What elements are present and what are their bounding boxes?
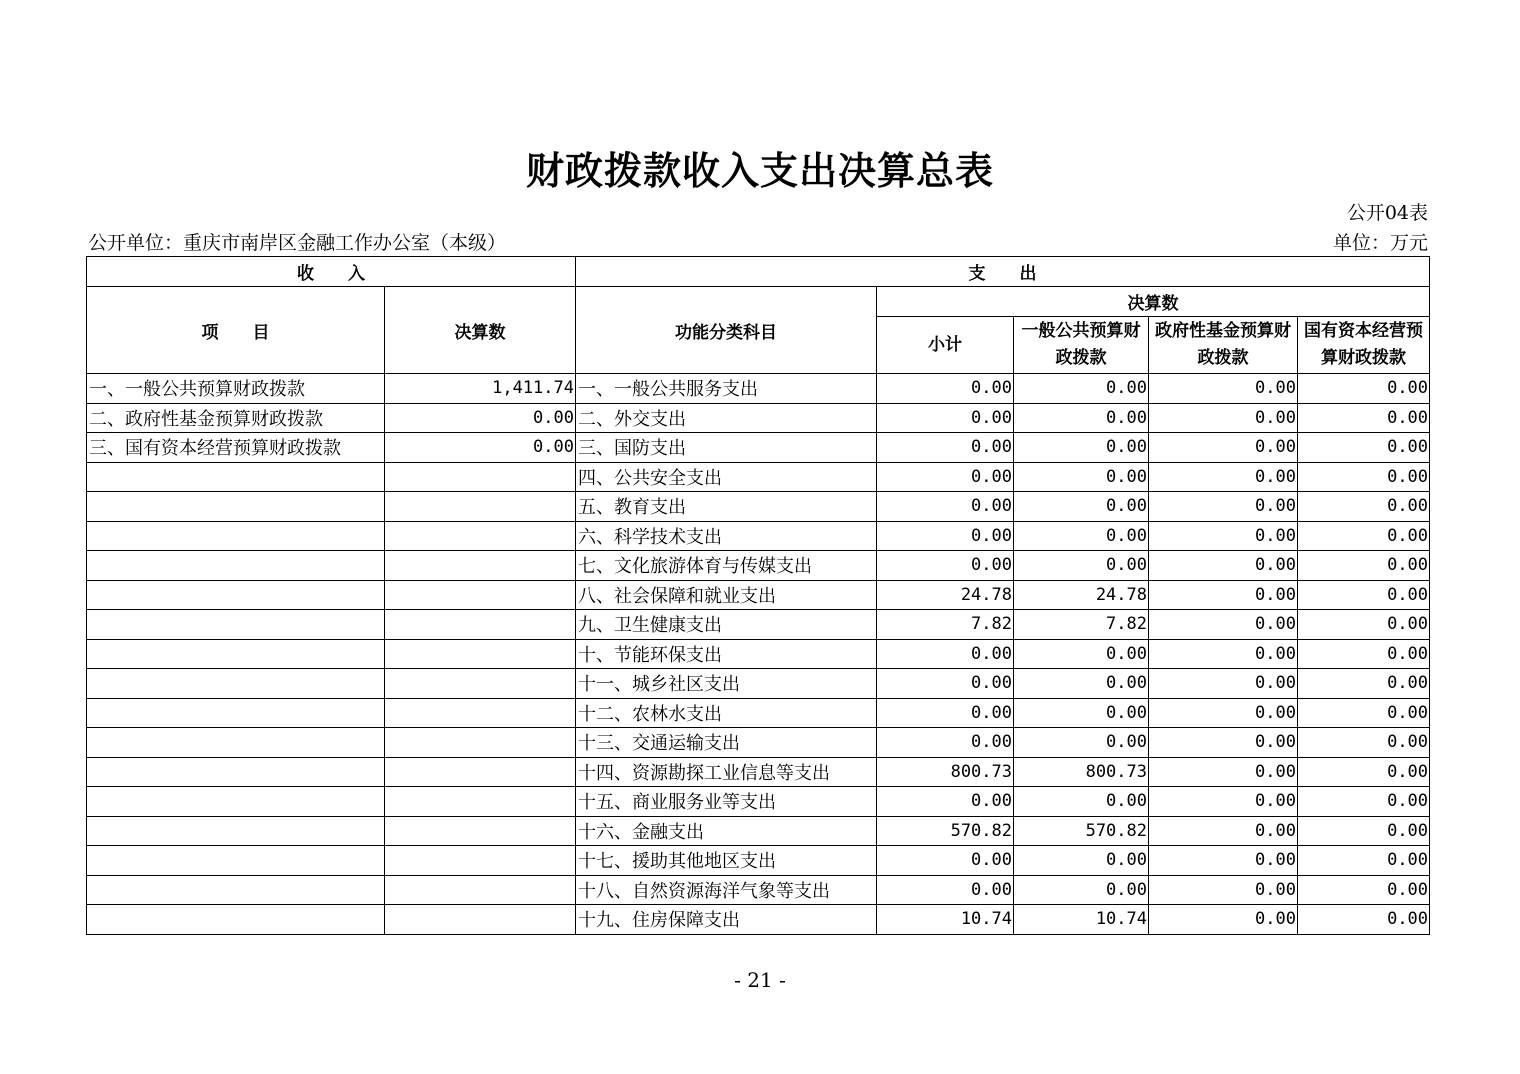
expense-item: 三、国防支出: [576, 433, 877, 463]
income-item: [87, 816, 385, 846]
form-number: 公开04表: [1346, 202, 1428, 224]
table-row: [87, 669, 1430, 699]
income-item: [87, 551, 385, 581]
table-row: [87, 492, 1430, 522]
expense-subtotal: 0.00: [877, 374, 1014, 404]
expense-general-budget: 800.73: [1014, 757, 1149, 787]
income-amount: 0.00: [385, 403, 576, 433]
reporting-unit: 公开单位：重庆市南岸区金融工作办公室（本级）: [88, 232, 507, 254]
income-amount: [385, 905, 576, 935]
expense-subtotal: 0.00: [877, 698, 1014, 728]
income-amount: [385, 462, 576, 492]
income-amount: [385, 551, 576, 581]
expense-subtotal: 0.00: [877, 669, 1014, 699]
expense-state-capital: 0.00: [1298, 698, 1430, 728]
expense-general-budget: 0.00: [1014, 698, 1149, 728]
expense-gov-fund: 0.00: [1149, 816, 1298, 846]
budget-summary-table: [86, 256, 1430, 935]
table-row: [87, 374, 1430, 404]
table-row: [87, 580, 1430, 610]
function-class-header: 功能分类科目: [576, 287, 877, 374]
expense-gov-fund: 0.00: [1149, 492, 1298, 522]
gov-fund-header: 政府性基金预算财政拨款: [1149, 317, 1298, 374]
expense-general-budget: 0.00: [1014, 639, 1149, 669]
income-item: [87, 757, 385, 787]
expense-gov-fund: 0.00: [1149, 580, 1298, 610]
income-item: 三、国有资本经营预算财政拨款: [87, 433, 385, 463]
expense-state-capital: 0.00: [1298, 610, 1430, 640]
income-amount: [385, 698, 576, 728]
expense-subtotal: 0.00: [877, 875, 1014, 905]
income-amount: [385, 639, 576, 669]
expense-general-budget: 0.00: [1014, 521, 1149, 551]
expense-item: 十三、交通运输支出: [576, 728, 877, 758]
subtotal-header: 小计: [877, 317, 1014, 374]
expense-subtotal: 10.74: [877, 905, 1014, 935]
expense-header: 支 出: [576, 257, 1430, 287]
expense-subtotal: 0.00: [877, 639, 1014, 669]
general-budget-header: 一般公共预算财政拨款: [1014, 317, 1149, 374]
expense-item: 二、外交支出: [576, 403, 877, 433]
expense-state-capital: 0.00: [1298, 462, 1430, 492]
table-row: [87, 639, 1430, 669]
expense-general-budget: 570.82: [1014, 816, 1149, 846]
expense-general-budget: 0.00: [1014, 669, 1149, 699]
expense-item: 八、社会保障和就业支出: [576, 580, 877, 610]
expense-state-capital: 0.00: [1298, 905, 1430, 935]
expense-gov-fund: 0.00: [1149, 433, 1298, 463]
income-item: [87, 846, 385, 876]
income-amount: [385, 580, 576, 610]
income-item: [87, 610, 385, 640]
expense-item: 十四、资源勘探工业信息等支出: [576, 757, 877, 787]
income-item: 一、一般公共预算财政拨款: [87, 374, 385, 404]
expense-subtotal: 7.82: [877, 610, 1014, 640]
income-amount: [385, 757, 576, 787]
expense-item: 七、文化旅游体育与传媒支出: [576, 551, 877, 581]
expense-item: 六、科学技术支出: [576, 521, 877, 551]
expense-subtotal: 0.00: [877, 433, 1014, 463]
income-item: [87, 905, 385, 935]
table-row: [87, 787, 1430, 817]
expense-state-capital: 0.00: [1298, 521, 1430, 551]
expense-gov-fund: 0.00: [1149, 639, 1298, 669]
expense-subtotal: 0.00: [877, 492, 1014, 522]
income-item: [87, 698, 385, 728]
expense-gov-fund: 0.00: [1149, 875, 1298, 905]
expense-general-budget: 0.00: [1014, 551, 1149, 581]
table-row: [87, 462, 1430, 492]
income-header: 收 入: [87, 257, 576, 287]
expense-item: 九、卫生健康支出: [576, 610, 877, 640]
expense-state-capital: 0.00: [1298, 728, 1430, 758]
expense-gov-fund: 0.00: [1149, 521, 1298, 551]
expense-general-budget: 24.78: [1014, 580, 1149, 610]
expense-item: 十六、金融支出: [576, 816, 877, 846]
income-amount: [385, 669, 576, 699]
expense-state-capital: 0.00: [1298, 433, 1430, 463]
expense-state-capital: 0.00: [1298, 757, 1430, 787]
income-item: [87, 728, 385, 758]
table-row: [87, 728, 1430, 758]
table-row: [87, 521, 1430, 551]
income-item: [87, 462, 385, 492]
amount-header: 决算数: [385, 287, 576, 374]
expense-gov-fund: 0.00: [1149, 462, 1298, 492]
expense-subtotal: 570.82: [877, 816, 1014, 846]
expense-general-budget: 0.00: [1014, 374, 1149, 404]
table-row: [87, 403, 1430, 433]
income-amount: 1,411.74: [385, 374, 576, 404]
income-item: [87, 521, 385, 551]
table-row: [87, 905, 1430, 935]
item-header: 项 目: [87, 287, 385, 374]
table-row: [87, 757, 1430, 787]
expense-general-budget: 7.82: [1014, 610, 1149, 640]
expense-gov-fund: 0.00: [1149, 757, 1298, 787]
expense-gov-fund: 0.00: [1149, 846, 1298, 876]
expense-subtotal: 0.00: [877, 551, 1014, 581]
income-amount: 0.00: [385, 433, 576, 463]
expense-general-budget: 0.00: [1014, 492, 1149, 522]
expense-gov-fund: 0.00: [1149, 551, 1298, 581]
expense-state-capital: 0.00: [1298, 551, 1430, 581]
expense-item: 十五、商业服务业等支出: [576, 787, 877, 817]
page-title: 财政拨款收入支出决算总表: [525, 149, 994, 193]
table-row: [87, 610, 1430, 640]
expense-general-budget: 0.00: [1014, 462, 1149, 492]
expense-item: 十一、城乡社区支出: [576, 669, 877, 699]
income-amount: [385, 846, 576, 876]
expense-gov-fund: 0.00: [1149, 403, 1298, 433]
expense-subtotal: 0.00: [877, 462, 1014, 492]
income-amount: [385, 816, 576, 846]
page-number: - 21 -: [734, 968, 786, 992]
income-amount: [385, 875, 576, 905]
expense-item: 四、公共安全支出: [576, 462, 877, 492]
expense-item: 十、节能环保支出: [576, 639, 877, 669]
expense-gov-fund: 0.00: [1149, 787, 1298, 817]
expense-gov-fund: 0.00: [1149, 669, 1298, 699]
expense-subtotal: 24.78: [877, 580, 1014, 610]
expense-state-capital: 0.00: [1298, 669, 1430, 699]
expense-gov-fund: 0.00: [1149, 905, 1298, 935]
expense-item: 十七、援助其他地区支出: [576, 846, 877, 876]
expense-general-budget: 0.00: [1014, 403, 1149, 433]
table-row: [87, 698, 1430, 728]
table-row: [87, 551, 1430, 581]
expense-item: 十二、农林水支出: [576, 698, 877, 728]
table-row: [87, 816, 1430, 846]
expense-subtotal: 0.00: [877, 403, 1014, 433]
income-amount: [385, 787, 576, 817]
income-item: [87, 875, 385, 905]
income-item: [87, 669, 385, 699]
expense-subtotal: 0.00: [877, 728, 1014, 758]
expense-gov-fund: 0.00: [1149, 698, 1298, 728]
income-item: [87, 787, 385, 817]
expense-general-budget: 0.00: [1014, 787, 1149, 817]
expense-subtotal: 800.73: [877, 757, 1014, 787]
expense-gov-fund: 0.00: [1149, 610, 1298, 640]
expense-gov-fund: 0.00: [1149, 374, 1298, 404]
income-amount: [385, 610, 576, 640]
expense-state-capital: 0.00: [1298, 639, 1430, 669]
expense-state-capital: 0.00: [1298, 492, 1430, 522]
expense-general-budget: 0.00: [1014, 728, 1149, 758]
income-item: [87, 639, 385, 669]
expense-item: 十九、住房保障支出: [576, 905, 877, 935]
income-item: 二、政府性基金预算财政拨款: [87, 403, 385, 433]
table-row: [87, 846, 1430, 876]
table-row: [87, 875, 1430, 905]
expense-subtotal: 0.00: [877, 521, 1014, 551]
expense-subtotal: 0.00: [877, 787, 1014, 817]
income-amount: [385, 492, 576, 522]
expense-item: 一、一般公共服务支出: [576, 374, 877, 404]
table-row: [87, 433, 1430, 463]
state-capital-header: 国有资本经营预算财政拨款: [1298, 317, 1430, 374]
expense-gov-fund: 0.00: [1149, 728, 1298, 758]
expense-state-capital: 0.00: [1298, 403, 1430, 433]
expense-state-capital: 0.00: [1298, 580, 1430, 610]
income-item: [87, 492, 385, 522]
expense-general-budget: 10.74: [1014, 905, 1149, 935]
currency-unit: 单位：万元: [1332, 232, 1428, 254]
expense-state-capital: 0.00: [1298, 787, 1430, 817]
expense-general-budget: 0.00: [1014, 846, 1149, 876]
expense-state-capital: 0.00: [1298, 875, 1430, 905]
expense-item: 十八、自然资源海洋气象等支出: [576, 875, 877, 905]
income-item: [87, 580, 385, 610]
expense-state-capital: 0.00: [1298, 846, 1430, 876]
final-amount-header: 决算数: [877, 287, 1430, 317]
income-amount: [385, 521, 576, 551]
income-amount: [385, 728, 576, 758]
expense-state-capital: 0.00: [1298, 816, 1430, 846]
expense-state-capital: 0.00: [1298, 374, 1430, 404]
expense-general-budget: 0.00: [1014, 875, 1149, 905]
expense-subtotal: 0.00: [877, 846, 1014, 876]
expense-general-budget: 0.00: [1014, 433, 1149, 463]
expense-item: 五、教育支出: [576, 492, 877, 522]
